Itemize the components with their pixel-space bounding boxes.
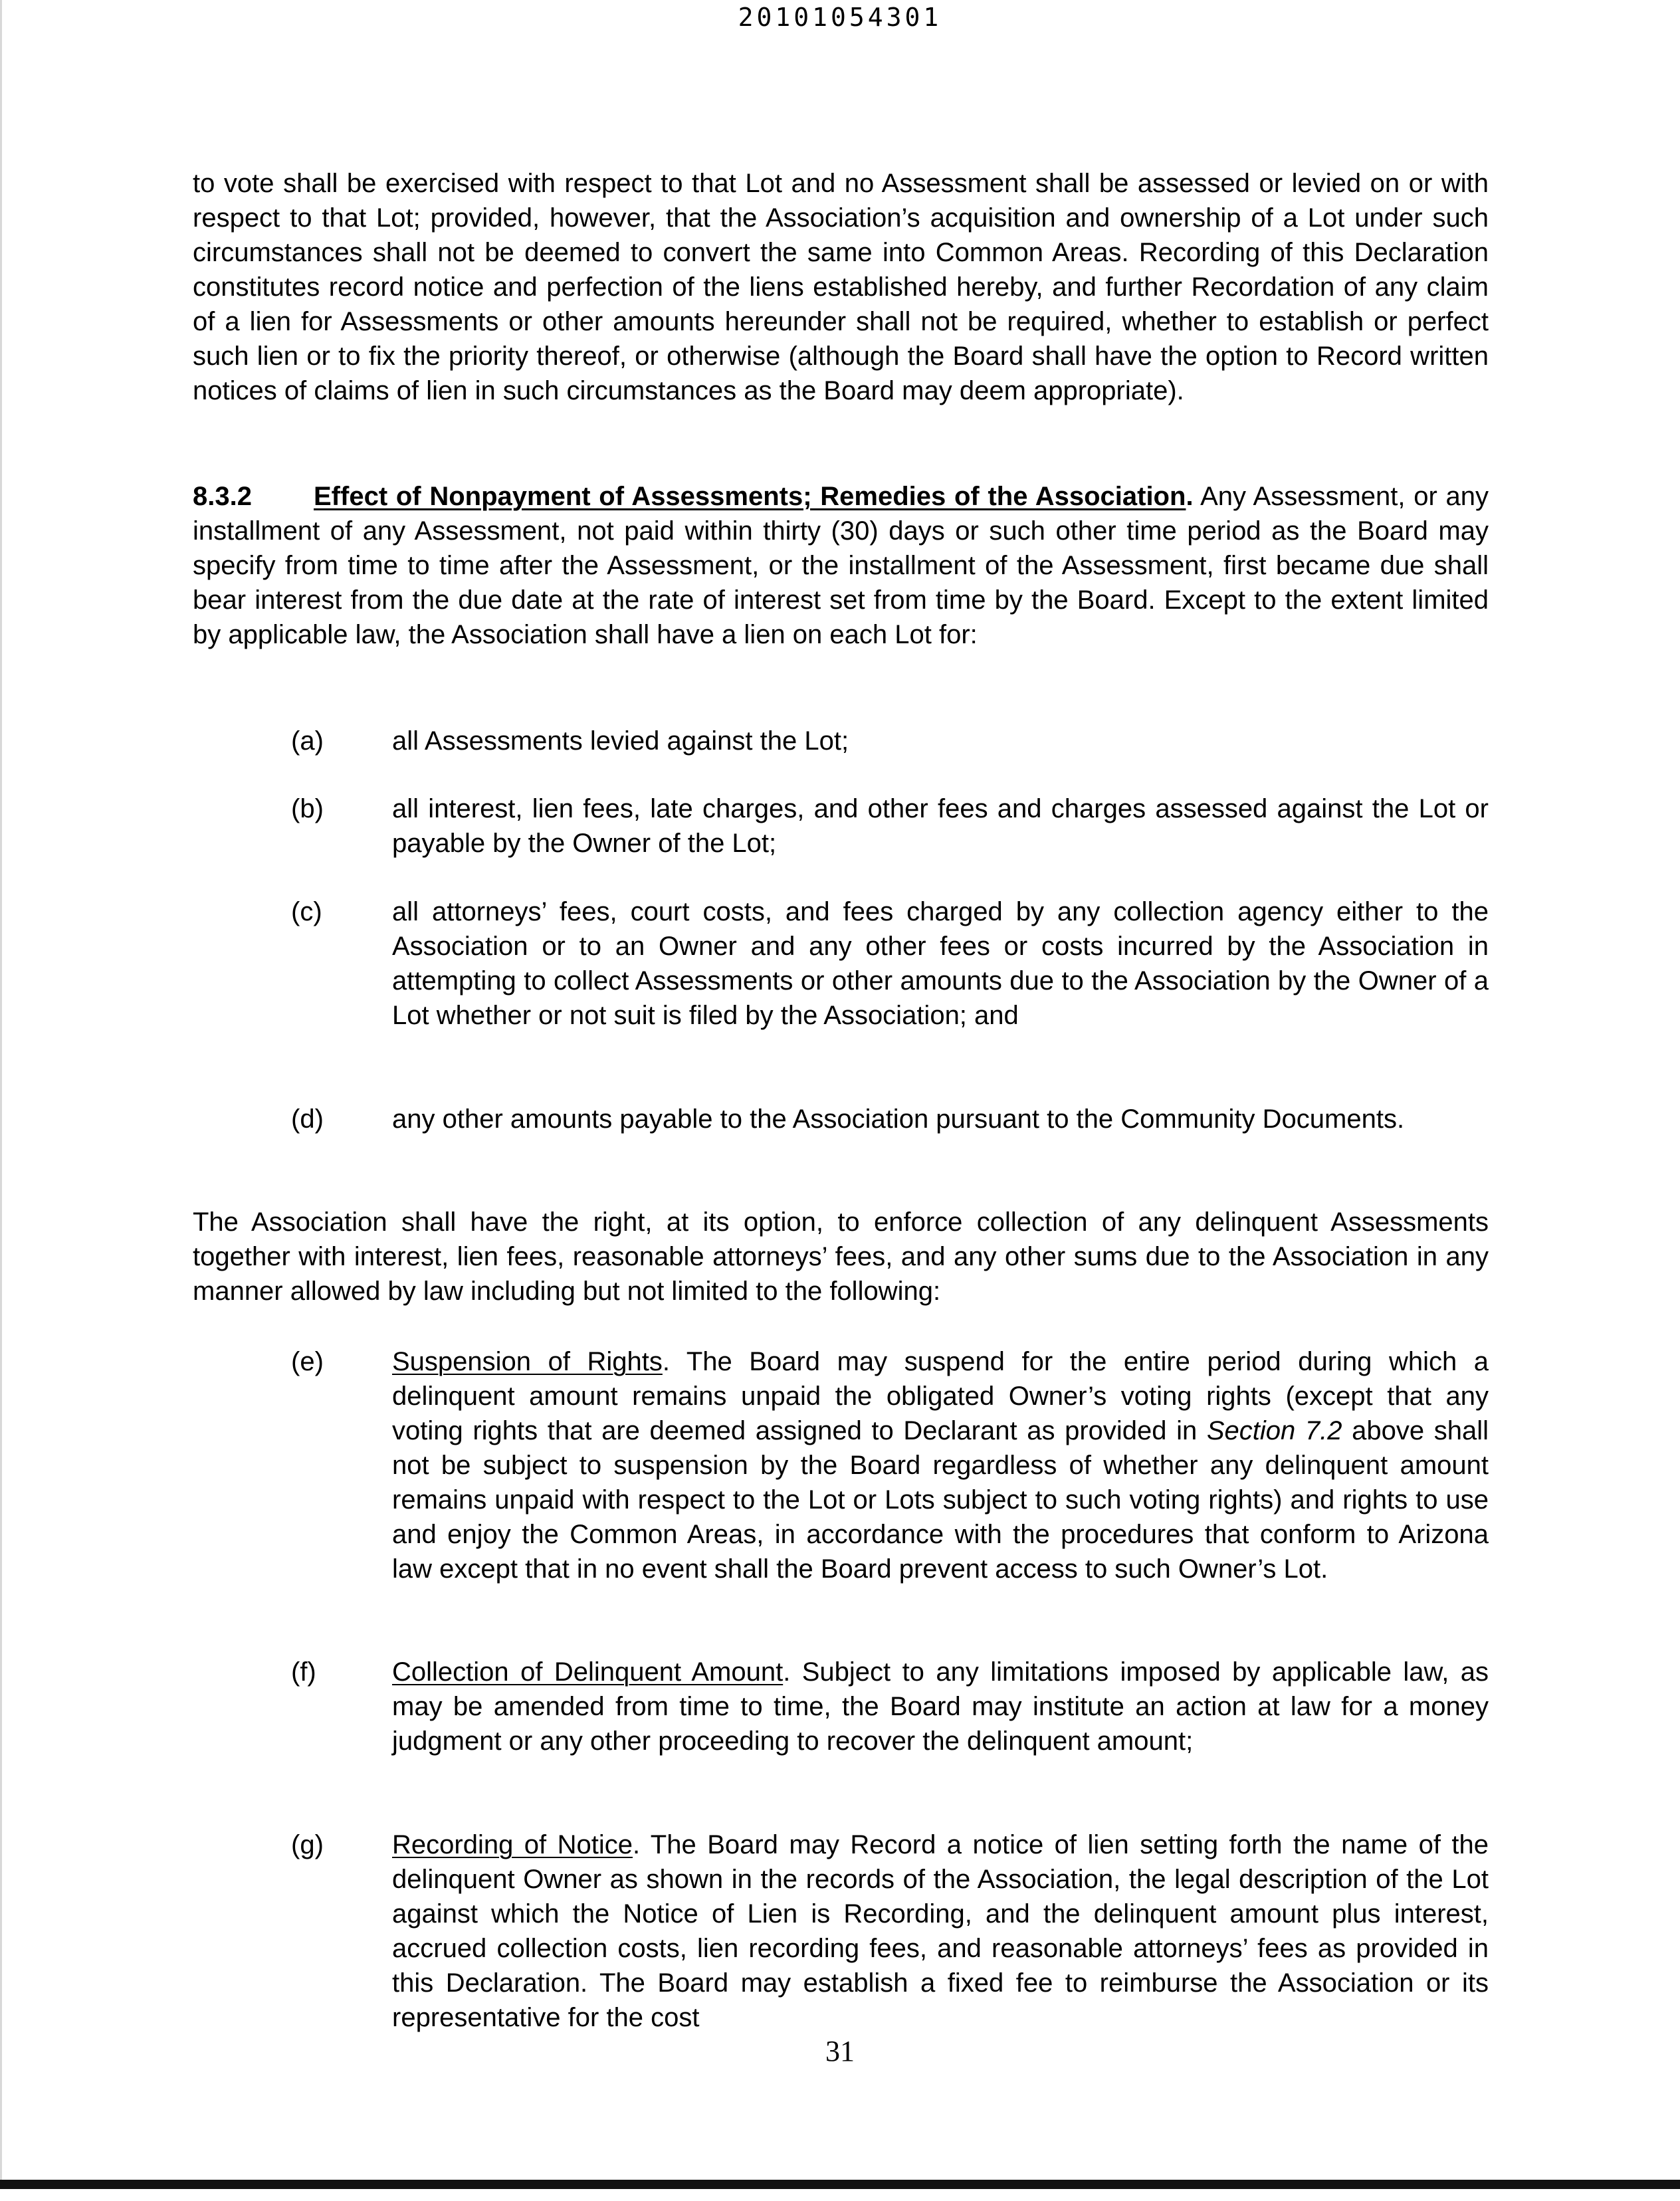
page-number: 31 <box>825 2035 855 2067</box>
item-body: . Subject to any limitations imposed by applicable law, as may be amended from time to time, the Board may institute an action at law for a money judgment or any other proceeding to recover the delinquent amount; <box>392 1657 1489 1756</box>
bottom-border <box>0 2180 1680 2189</box>
section-reference: Section 7.2 <box>1206 1416 1342 1445</box>
item-label: (b) <box>291 794 324 823</box>
item-title: Recording of Notice <box>392 1830 633 1859</box>
item-title: Suspension of Rights <box>392 1347 663 1376</box>
item-label: (d) <box>291 1104 324 1134</box>
section-title-period: . <box>1186 482 1194 511</box>
item-text: any other amounts payable to the Association pursuant to the Community Documents. <box>392 1104 1405 1134</box>
scan-edge <box>0 0 2 2186</box>
item-body: . The Board may suspend for the entire period during which a delinquent amount remains unpaid the obligated Owner’s voting rights (except that any voting rights that are deemed assigned to Declarant as provided in <box>392 1347 1489 1445</box>
item-label: (a) <box>291 726 324 756</box>
item-label: (g) <box>291 1830 324 1859</box>
section-title: Effect of Nonpayment of Assessments; Remedies of the Association <box>314 482 1186 511</box>
item-label: (e) <box>291 1347 324 1376</box>
item-body: . The Board may Record a notice of lien setting forth the name of the delinquent Owner as shown in the records of the Association, the legal description of the Lot against which the Notice of Lien is Recording, and the delinquent amount plus interest, accrued collection costs, lien recording fees, and reasonable attorneys’ fees as provided in this Declaration. The Board may establish a fixed fee to reimburse the Association or its representative for the cost <box>392 1830 1489 2032</box>
item-text <box>392 1828 1489 2035</box>
section-body: Any Assessment, or any installment of any Assessment, not paid within thirty (30) days or such other time period as the Board may specify from time to time after the Assessment, or the installment of the Assessment, first became due shall bear interest from the due date at the rate of interest set from time by the Board. Except to the extent limited by applicable law, the Association shall have a lien on each Lot for: <box>193 482 1489 649</box>
item-text <box>392 1344 1489 1586</box>
section-8-3-2 <box>193 479 1489 652</box>
item-text <box>392 1655 1489 1758</box>
item-label: (f) <box>291 1657 316 1687</box>
item-title: Collection of Delinquent Amount <box>392 1657 784 1687</box>
item-text: all attorneys’ fees, court costs, and fees charged by any collection agency either to the Association or to an Owner and any other fees or costs incurred by the Association in attempting to collect Assessments or other amounts due to the Association by the Owner of a Lot whether or not suit is filed by the Association; and <box>392 897 1489 1030</box>
section-number: 8.3.2 <box>193 482 252 511</box>
item-label: (c) <box>291 897 322 926</box>
item-text: all Assessments levied against the Lot; <box>392 726 849 756</box>
item-text: all interest, lien fees, late charges, and other fees and charges assessed against the Lot or payable by the Owner of the Lot; <box>392 794 1489 858</box>
paragraph-intro: to vote shall be exercised with respect to that Lot and no Assessment shall be assessed or levied on or with respect to that Lot; provided, however, that the Association’s acquisition and ownership of a Lot under such circumstances shall not be deemed to convert the same into Common Areas. Recording of this Declaration constitutes record notice and perfection of the liens established hereby, and further Recordation of any claim of a lien for Assessments or other amounts hereunder shall not be required, whether to establish or perfect such lien or to fix the priority thereof, or otherwise (although the Board shall have the option to Record written notices of claims of lien in such circumstances as the Board may deem appropriate). <box>193 169 1489 405</box>
document-number: 20101054301 <box>738 3 942 32</box>
paragraph-association-rights: The Association shall have the right, at its option, to enforce collection of any delinquent Assessments together with interest, lien fees, reasonable attorneys’ fees, and any other sums due to the Association in any manner allowed by law including but not limited to the following: <box>193 1207 1489 1306</box>
item-body-continued: above shall not be subject to suspension by the Board regardless of whether any delinquent amount remains unpaid with respect to the Lot or Lots subject to such voting rights) and rights to use and enjoy the Common Areas, in accordance with the procedures that conform to Arizona law except that in no event shall the Board prevent access to such Owner’s Lot. <box>392 1416 1489 1584</box>
